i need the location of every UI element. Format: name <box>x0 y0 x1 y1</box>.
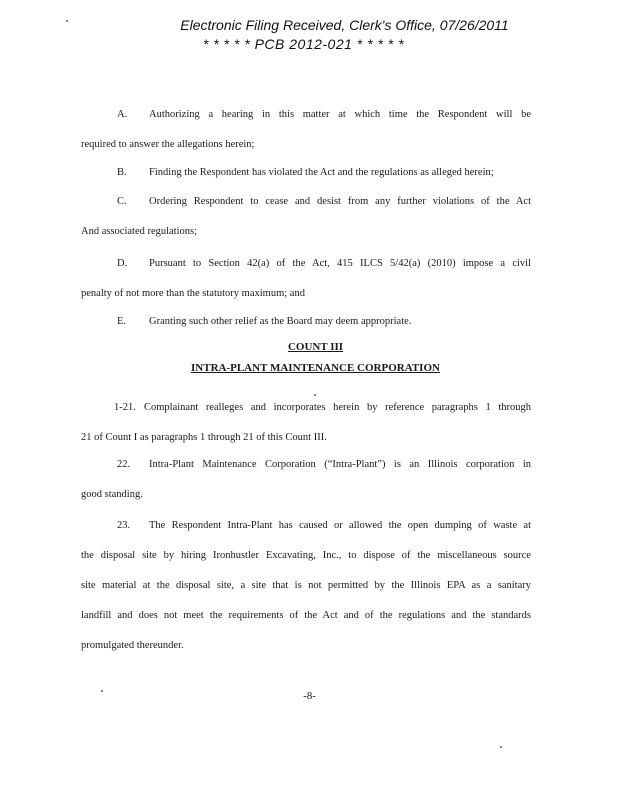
paragraph-number: 23. <box>117 520 131 531</box>
paragraph-text: 21 of Count I as paragraphs 1 through 21 of this Count III. <box>81 432 327 443</box>
relief-item-text: Finding the Respondent has violated the Act and the regulations as alleged herein; <box>149 167 494 178</box>
paragraph-text: Intra-Plant Maintenance Corporation (“Intra-Plant”) is an Illinois corporation in <box>149 459 531 470</box>
relief-item-text: Ordering Respondent to cease and desist from any further violations of the Act <box>149 196 531 207</box>
paragraph-text: the disposal site by hiring Ironhustler Excavating, Inc., to dispose of the miscellaneous source <box>81 550 531 561</box>
page-number: -8- <box>303 690 316 702</box>
relief-item-label: B. <box>117 167 127 178</box>
paragraph-text: site material at the disposal site, a site that is not permitted by the Illinois EPA as a sanitary <box>81 580 531 591</box>
relief-item-text: Granting such other relief as the Board may deem appropriate. <box>149 316 412 327</box>
numbered-paragraph-1-21 <box>81 393 531 453</box>
filing-stamp-line: Electronic Filing Received, Clerk's Office, 07/26/2011 <box>180 17 509 33</box>
paragraph-number: 1-21. <box>114 402 136 413</box>
count-title: COUNT III <box>287 341 344 353</box>
scan-speck <box>314 394 316 396</box>
paragraph-text: landfill and does not meet the requirements of the Act and of the regulations and the standards <box>81 610 531 621</box>
paragraph-text: good standing. <box>81 489 143 500</box>
numbered-paragraph-23 <box>81 511 531 661</box>
scan-speck <box>66 20 68 22</box>
paragraph-text: The Respondent Intra-Plant has caused or allowed the open dumping of waste at <box>149 520 531 531</box>
relief-item-text: Pursuant to Section 42(a) of the Act, 415 ILCS 5/42(a) (2010) impose a civil <box>149 258 531 269</box>
relief-item-label: A. <box>117 109 128 120</box>
relief-item-text: Authorizing a hearing in this matter at which time the Respondent will be <box>149 109 531 120</box>
paragraph-text: Complainant realleges and incorporates herein by reference paragraphs 1 through <box>144 402 531 413</box>
relief-item-text: required to answer the allegations herein; <box>81 139 255 150</box>
scan-speck <box>500 746 502 748</box>
pcb-case-number-line: * * * * * PCB 2012-021 * * * * * <box>202 36 405 52</box>
relief-item-c <box>81 187 531 247</box>
relief-item-b <box>81 158 531 188</box>
relief-item-label: D. <box>117 258 128 269</box>
relief-item-label: C. <box>117 196 127 207</box>
relief-item-a <box>81 100 531 160</box>
relief-item-text: And associated regulations; <box>81 226 198 237</box>
count-subtitle: INTRA-PLANT MAINTENANCE CORPORATION <box>191 362 440 374</box>
numbered-paragraph-22 <box>81 450 531 510</box>
relief-item-e <box>81 307 531 337</box>
paragraph-number: 22. <box>117 459 131 470</box>
relief-item-text: penalty of not more than the statutory maximum; and <box>81 288 305 299</box>
relief-item-d <box>81 249 531 309</box>
paragraph-text: promulgated thereunder. <box>81 640 184 651</box>
relief-item-label: E. <box>117 316 127 327</box>
scan-speck <box>101 690 103 692</box>
